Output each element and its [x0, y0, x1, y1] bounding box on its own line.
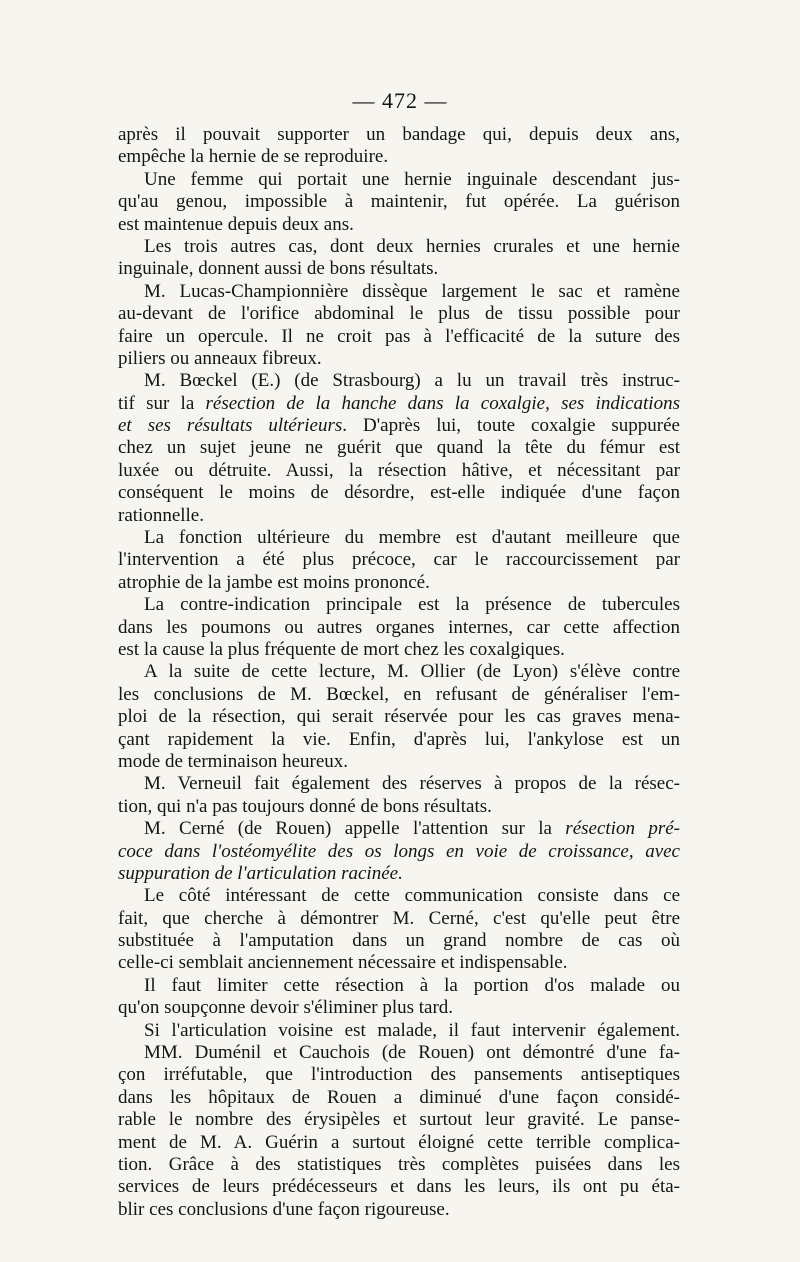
text-line	[118, 1087, 680, 1109]
text-line	[118, 729, 680, 751]
text-segment: . D'après lui, toute coxalgie suppurée	[342, 415, 680, 437]
text-line	[118, 1199, 680, 1221]
text-line	[118, 460, 680, 482]
text-segment: tion. Grâce à des statistiques très complètes puisées dans les	[118, 1153, 680, 1175]
text-segment: çon irréfutable, que l'introduction des pansements antiseptiques	[118, 1064, 680, 1086]
text-line	[118, 661, 680, 683]
text-segment: piliers ou anneaux fibreux.	[118, 347, 322, 369]
text-line	[118, 191, 680, 213]
text-line	[118, 1042, 680, 1064]
text-line	[118, 572, 680, 594]
text-line	[118, 773, 680, 795]
text-line	[118, 1020, 680, 1042]
text-line	[118, 1176, 680, 1198]
text-line	[118, 1109, 680, 1131]
text-segment: est la cause la plus fréquente de mort chez les coxalgiques.	[118, 638, 565, 660]
body-text	[118, 124, 680, 1221]
text-segment: M. Bœckel (E.) (de Strasbourg) a lu un travail très instruc-	[144, 370, 680, 392]
text-line	[118, 1132, 680, 1154]
text-line	[118, 908, 680, 930]
text-segment: ment de M. A. Guérin a surtout éloigné cette terrible complica-	[118, 1131, 680, 1153]
text-line	[118, 482, 680, 504]
text-segment: dans les hôpitaux de Rouen a diminué d'une façon considé-	[118, 1086, 680, 1108]
text-segment: Le côté intéressant de cette communication consiste dans ce	[144, 885, 680, 907]
text-segment: faire un opercule. Il ne croit pas à l'efficacité de la suture des	[118, 325, 680, 347]
text-segment: qu'on soupçonne devoir s'éliminer plus tard.	[118, 997, 454, 1019]
text-segment: Une femme qui portait une hernie inguinale descendant jus-	[144, 168, 680, 190]
italic-text: et ses résultats ultérieurs	[118, 415, 343, 437]
text-line	[118, 796, 680, 818]
text-segment: empêche la hernie de se reproduire.	[118, 146, 389, 168]
text-segment: dans les poumons ou autres organes internes, car cette affection	[118, 616, 680, 638]
text-segment: tif sur la	[118, 392, 206, 414]
text-segment: après il pouvait supporter un bandage qui, depuis deux ans,	[118, 124, 680, 145]
text-segment: atrophie de la jambe est moins prononcé.	[118, 571, 430, 593]
text-line	[118, 505, 680, 527]
text-segment: ploi de la résection, qui serait réservée pour les cas graves mena-	[118, 706, 680, 728]
text-line	[118, 370, 680, 392]
italic-text: suppuration de l'articulation racinée.	[118, 862, 403, 884]
text-line	[118, 1064, 680, 1086]
text-segment: est maintenue depuis deux ans.	[118, 213, 354, 235]
italic-text: résection pré-	[565, 818, 680, 840]
text-line	[118, 841, 680, 863]
text-line	[118, 236, 680, 258]
text-segment: La fonction ultérieure du membre est d'autant meilleure que	[144, 527, 680, 549]
text-segment: La contre-indication principale est la présence de tubercules	[144, 594, 680, 616]
text-line	[118, 549, 680, 571]
italic-text: résection de la hanche dans la coxalgie, ses indications	[205, 392, 680, 414]
text-line	[118, 281, 680, 303]
text-line	[118, 146, 680, 168]
text-segment: blir ces conclusions d'une façon rigoureuse.	[118, 1198, 450, 1220]
text-segment: inguinale, donnent aussi de bons résultats.	[118, 258, 439, 280]
text-segment: M. Cerné (de Rouen) appelle l'attention sur la	[144, 818, 566, 840]
text-line	[118, 863, 680, 885]
text-line	[118, 594, 680, 616]
text-line	[118, 437, 680, 459]
text-line	[118, 303, 680, 325]
text-line	[118, 527, 680, 549]
text-line	[118, 1154, 680, 1176]
text-segment: services de leurs prédécesseurs et dans les leurs, ils ont pu éta-	[118, 1176, 680, 1198]
text-line	[118, 885, 680, 907]
text-line	[118, 684, 680, 706]
text-line	[118, 975, 680, 997]
text-line	[118, 706, 680, 728]
text-line	[118, 818, 680, 840]
text-line	[118, 415, 680, 437]
text-segment: mode de terminaison heureux.	[118, 750, 349, 772]
text-segment: M. Verneuil fait également des réserves à propos de la résec-	[144, 773, 680, 795]
text-segment: chez un sujet jeune ne guérit que quand la tête du fémur est	[118, 437, 680, 459]
text-segment: Les trois autres cas, dont deux hernies crurales et une hernie	[144, 235, 680, 257]
text-line	[118, 393, 680, 415]
text-segment: qu'au genou, impossible à maintenir, fut opérée. La guérison	[118, 191, 680, 213]
text-line	[118, 326, 680, 348]
text-line	[118, 751, 680, 773]
text-line	[118, 952, 680, 974]
text-line	[118, 258, 680, 280]
text-line	[118, 214, 680, 236]
text-line	[118, 930, 680, 952]
text-segment: MM. Duménil et Cauchois (de Rouen) ont démontré d'une fa-	[144, 1042, 680, 1064]
text-segment: conséquent le moins de désordre, est-elle indiquée d'une façon	[118, 482, 680, 504]
text-segment: l'intervention a été plus précoce, car le raccourcissement par	[118, 549, 680, 571]
text-line	[118, 997, 680, 1019]
text-segment: tion, qui n'a pas toujours donné de bons résultats.	[118, 795, 492, 817]
text-segment: Si l'articulation voisine est malade, il faut intervenir également.	[144, 1019, 680, 1041]
text-line	[118, 124, 680, 146]
text-segment: Il faut limiter cette résection à la portion d'os malade ou	[144, 974, 680, 996]
text-line	[118, 617, 680, 639]
text-segment: les conclusions de M. Bœckel, en refusant de généraliser l'em-	[118, 683, 680, 705]
text-segment: A la suite de cette lecture, M. Ollier (de Lyon) s'élève contre	[144, 661, 680, 683]
text-segment: au-devant de l'orifice abdominal le plus de tissu possible pour	[118, 303, 680, 325]
text-segment: rable le nombre des érysipèles et surtout leur gravité. Le panse-	[118, 1109, 680, 1131]
italic-text: coce dans l'ostéomyélite des os longs en voie de croissance, avec	[118, 840, 680, 862]
page-number: — 472 —	[352, 88, 448, 113]
text-line	[118, 169, 680, 191]
text-line	[118, 348, 680, 370]
text-segment: fait, que cherche à démontrer M. Cerné, c'est qu'elle peut être	[118, 907, 680, 929]
text-segment: celle-ci semblait anciennement nécessaire et indispensable.	[118, 952, 568, 974]
text-segment: luxée ou détruite. Aussi, la résection hâtive, et nécessitant par	[118, 459, 680, 481]
text-segment: rationnelle.	[118, 504, 204, 526]
text-segment: substituée à l'amputation dans un grand nombre de cas où	[118, 930, 680, 952]
text-segment: çant rapidement la vie. Enfin, d'après lui, l'ankylose est un	[118, 728, 680, 750]
text-segment: M. Lucas-Championnière dissèque largement le sac et ramène	[144, 280, 680, 302]
text-line	[118, 639, 680, 661]
